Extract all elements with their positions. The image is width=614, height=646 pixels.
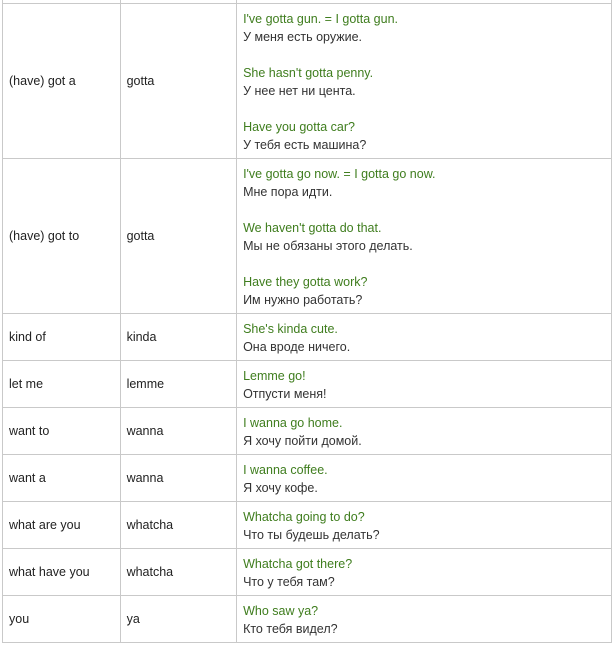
examples-cell xyxy=(237,596,612,643)
phrase-cell: want to xyxy=(3,408,121,455)
example-gap xyxy=(243,46,605,64)
example-russian: Я хочу кофе. xyxy=(243,480,318,495)
example-english: I've gotta gun. = I gotta gun. xyxy=(243,11,398,26)
slang-table-body xyxy=(3,0,612,643)
slang-cell: gotta xyxy=(120,4,237,159)
slang-table xyxy=(2,0,612,643)
phrase-cell: what have you xyxy=(3,549,121,596)
phrase-cell: want a xyxy=(3,455,121,502)
slang-cell: whatcha xyxy=(120,549,237,596)
example-english: Whatcha going to do? xyxy=(243,509,365,524)
example-russian: Мы не обязаны этого делать. xyxy=(243,238,413,253)
phrase-cell: let me xyxy=(3,361,121,408)
example-russian: Я хочу пойти домой. xyxy=(243,433,362,448)
example-english: She's kinda cute. xyxy=(243,321,338,336)
table-row xyxy=(3,455,612,502)
table-row xyxy=(3,314,612,361)
example-english: Have they gotta work? xyxy=(243,274,368,289)
example-russian: Мне пора идти. xyxy=(243,184,333,199)
example-english: I wanna coffee. xyxy=(243,462,328,477)
example-english: Have you gotta car? xyxy=(243,119,355,134)
slang-cell: wanna xyxy=(120,455,237,502)
example-english: We haven't gotta do that. xyxy=(243,220,382,235)
example-english: She hasn't gotta penny. xyxy=(243,65,374,80)
example-russian: Кто тебя видел? xyxy=(243,621,338,636)
example-english: Whatcha got there? xyxy=(243,556,353,571)
examples-cell xyxy=(237,159,612,314)
example-gap xyxy=(243,100,605,118)
example-russian: Она вроде ничего. xyxy=(243,339,351,354)
examples-cell xyxy=(237,502,612,549)
examples-cell xyxy=(237,549,612,596)
examples-cell xyxy=(237,314,612,361)
example-gap xyxy=(243,201,605,219)
examples-cell xyxy=(237,455,612,502)
example-gap xyxy=(243,255,605,273)
phrase-cell: (have) got a xyxy=(3,4,121,159)
table-row xyxy=(3,549,612,596)
table-row xyxy=(3,4,612,159)
phrase-cell: you xyxy=(3,596,121,643)
table-row xyxy=(3,159,612,314)
table-row xyxy=(3,361,612,408)
table-row xyxy=(3,502,612,549)
slang-cell: ya xyxy=(120,596,237,643)
phrase-cell: kind of xyxy=(3,314,121,361)
example-english: Lemme go! xyxy=(243,368,306,383)
example-russian: Отпусти меня! xyxy=(243,386,327,401)
phrase-cell: what are you xyxy=(3,502,121,549)
example-russian: Что у тебя там? xyxy=(243,574,335,589)
examples-cell xyxy=(237,4,612,159)
example-russian: У меня есть оружие. xyxy=(243,29,363,44)
slang-cell: gotta xyxy=(120,159,237,314)
example-english: I wanna go home. xyxy=(243,415,343,430)
table-row xyxy=(3,596,612,643)
example-russian: У тебя есть машина? xyxy=(243,137,367,152)
example-russian: Что ты будешь делать? xyxy=(243,527,380,542)
phrase-cell: (have) got to xyxy=(3,159,121,314)
slang-cell: whatcha xyxy=(120,502,237,549)
slang-cell: wanna xyxy=(120,408,237,455)
slang-cell: kinda xyxy=(120,314,237,361)
table-row xyxy=(3,408,612,455)
example-english: Who saw ya? xyxy=(243,603,319,618)
slang-cell: lemme xyxy=(120,361,237,408)
example-english: I've gotta go now. = I gotta go now. xyxy=(243,166,436,181)
example-russian: Им нужно работать? xyxy=(243,292,363,307)
example-russian: У нее нет ни цента. xyxy=(243,83,356,98)
examples-cell xyxy=(237,408,612,455)
examples-cell xyxy=(237,361,612,408)
